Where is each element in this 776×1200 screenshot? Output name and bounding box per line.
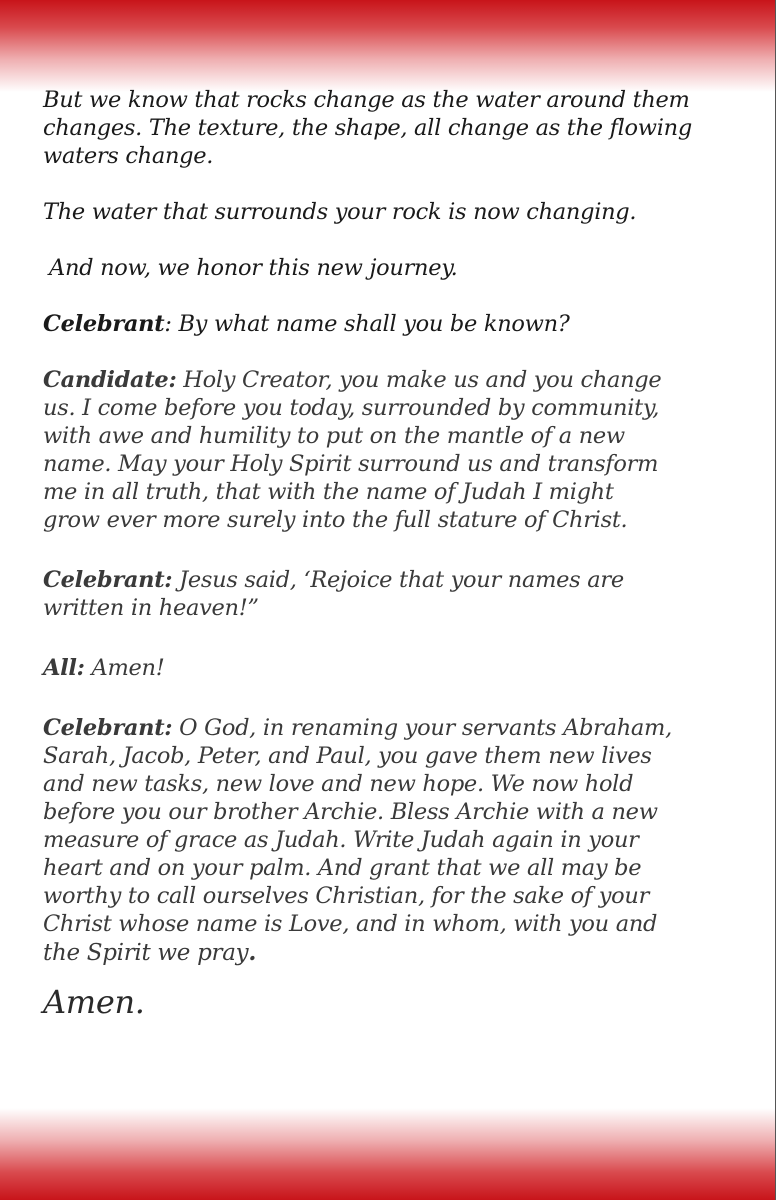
celebrant-prayer: Celebrant: O God, in renaming your servants Abraham, Sarah, Jacob, Peter, and Paul, you gave them new lives and new tasks, new love and new hope. We now hold before you our brother Archie. Bless Archie with a new measure of grace as Judah. Write Judah again in your heart and on your palm. And grant that we all may be worthy to call ourselves Christian, for the sake of your Christ whose name is Love, and in whom, with you and the Spirit we pray. <box>43 715 672 966</box>
water-paragraph: The water that surrounds your rock is now changing. <box>43 199 637 225</box>
liturgy-text <box>43 86 768 1022</box>
speaker-label: Celebrant <box>43 311 165 337</box>
honor-paragraph: And now, we honor this new journey. <box>49 255 458 281</box>
all-response: All: Amen! <box>43 655 165 681</box>
closing-amen: Amen. <box>43 983 145 1021</box>
bottom-red-gradient-band <box>0 1108 776 1200</box>
celebrant-scripture: Celebrant: Jesus said, ‘Rejoice that your names are written in heaven!” <box>43 567 624 621</box>
celebrant-question: Celebrant: By what name shall you be known? <box>43 311 570 337</box>
candidate-response: Candidate: Holy Creator, you make us and you change us. I come before you today, surrounded by community, with awe and humility to put on the mantle of a new name. May your Holy Spirit surround us and transform me in all truth, that with the name of Judah I might grow ever more surely into the full stature of Christ. <box>43 367 662 533</box>
speaker-label: Candidate: <box>43 367 177 393</box>
rocks-paragraph: But we know that rocks change as the water around them changes. The texture, the shape, all change as the flowing waters change. <box>43 87 692 169</box>
speaker-label: All: <box>43 655 85 681</box>
speaker-label: Celebrant: <box>43 567 173 593</box>
top-red-gradient-band <box>0 0 776 92</box>
speaker-label: Celebrant: <box>43 715 173 741</box>
